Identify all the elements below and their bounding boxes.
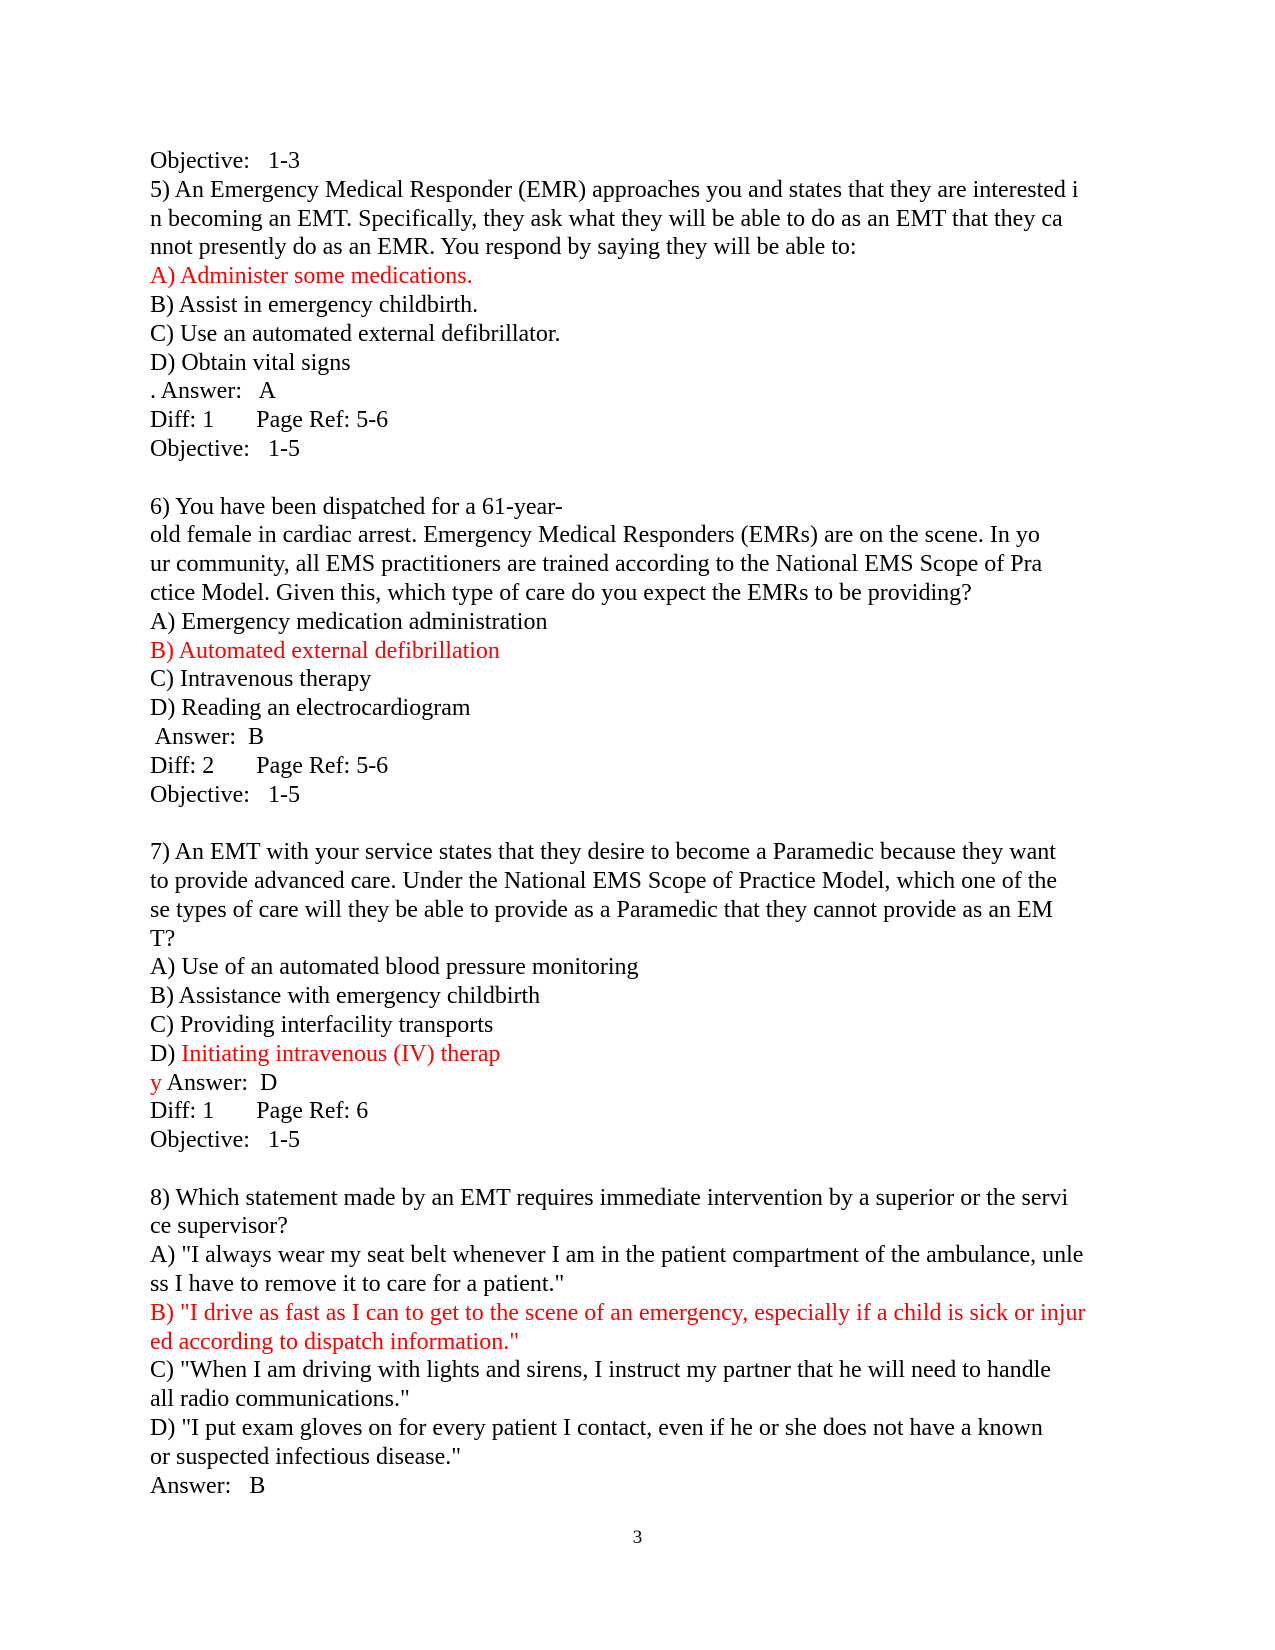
answer-key: . Answer: A [150, 378, 276, 405]
answer-option: C) Intravenous therapy [150, 666, 372, 693]
answer-option-correct: B) "I drive as fast as I can to get to the scene of an emergency, especially if a child is sick or injur [150, 1299, 1086, 1326]
answer-option: A) Emergency medication administration [150, 608, 548, 635]
spacer [150, 1155, 1140, 1184]
answer-option: B) Assistance with emergency childbirth [150, 983, 541, 1010]
objective-line: Objective: 1-5 [150, 781, 300, 808]
question-stem-line: ctice Model. Given this, which type of care do you expect the EMRs to be providing? [150, 579, 972, 606]
question-stem-line: n becoming an EMT. Specifically, they ask what they will be able to do as an EMT that they ca [150, 205, 1063, 232]
question-stem-line: se types of care will they be able to provide as a Paramedic that they cannot provide as an EM [150, 896, 1054, 923]
answer-option-correct: B) Automated external defibrillation [150, 637, 500, 664]
answer-option: D) Obtain vital signs [150, 349, 351, 376]
answer-option-correct: A) Administer some medications. [150, 263, 473, 290]
spacer [150, 464, 1140, 493]
answer-key: Answer: B [150, 723, 264, 750]
question-8 [150, 1184, 1140, 1501]
answer-option: C) "When I am driving with lights and sirens, I instruct my partner that he will need to handle [150, 1357, 1051, 1384]
question-5 [150, 176, 1140, 464]
answer-option: A) "I always wear my seat belt whenever I am in the patient compartment of the ambulance, unle [150, 1242, 1084, 1269]
answer-option-correct [150, 1040, 1140, 1069]
question-stem-line: ce supervisor? [150, 1213, 288, 1240]
difficulty-page-ref: Diff: 1 Page Ref: 6 [150, 1098, 369, 1125]
option-text-highlighted: Initiating intravenous (IV) therap [181, 1040, 501, 1067]
answer-option: or suspected infectious disease." [150, 1443, 462, 1470]
answer-option-correct: ed according to dispatch information." [150, 1328, 520, 1355]
answer-option: A) Use of an automated blood pressure monitoring [150, 954, 639, 981]
answer-key: Answer: B [150, 1472, 266, 1499]
question-stem-line: 7) An EMT with your service states that they desire to become a Paramedic because they want [150, 839, 1056, 866]
page-number: 3 [632, 1527, 643, 1548]
answer-option: B) Assist in emergency childbirth. [150, 291, 479, 318]
difficulty-page-ref: Diff: 1 Page Ref: 5-6 [150, 407, 389, 434]
answer-key-line [150, 1069, 1140, 1098]
option-letter: D) [150, 1040, 182, 1067]
answer-option: C) Providing interfacility transports [150, 1011, 494, 1038]
answer-option: all radio communications." [150, 1386, 410, 1413]
objective-line: Objective: 1-5 [150, 1127, 300, 1154]
answer-option: D) Reading an electrocardiogram [150, 695, 471, 722]
question-stem-line: T? [150, 925, 176, 952]
answer-option: ss I have to remove it to care for a patient." [150, 1271, 565, 1298]
question-7 [150, 838, 1140, 1155]
difficulty-page-ref: Diff: 2 Page Ref: 5-6 [150, 752, 389, 779]
question-stem-line: old female in cardiac arrest. Emergency Medical Responders (EMRs) are on the scene. In yo [150, 522, 1040, 549]
answer-option: C) Use an automated external defibrillator. [150, 320, 561, 347]
objective-line: Objective: 1-5 [150, 435, 300, 462]
option-text-wrap: y [150, 1069, 162, 1096]
question-stem-line: 6) You have been dispatched for a 61-year- [150, 493, 563, 520]
question-stem-line: to provide advanced care. Under the National EMS Scope of Practice Model, which one of the [150, 867, 1058, 894]
question-stem-line: ur community, all EMS practitioners are trained according to the National EMS Scope of Pra [150, 551, 1043, 578]
question-stem-line: 5) An Emergency Medical Responder (EMR) approaches you and states that they are interested i [150, 176, 1079, 203]
answer-option: D) "I put exam gloves on for every patient I contact, even if he or she does not have a known [150, 1415, 1043, 1442]
question-stem-line: 8) Which statement made by an EMT requires immediate intervention by a superior or the servi [150, 1184, 1069, 1211]
document-body [150, 147, 1140, 1500]
spacer [150, 809, 1140, 838]
question-stem-line: nnot presently do as an EMR. You respond by saying they will be able to: [150, 234, 857, 261]
answer-key: Answer: D [162, 1069, 278, 1096]
question-6 [150, 493, 1140, 810]
objective-line: Objective: 1-3 [150, 148, 300, 174]
